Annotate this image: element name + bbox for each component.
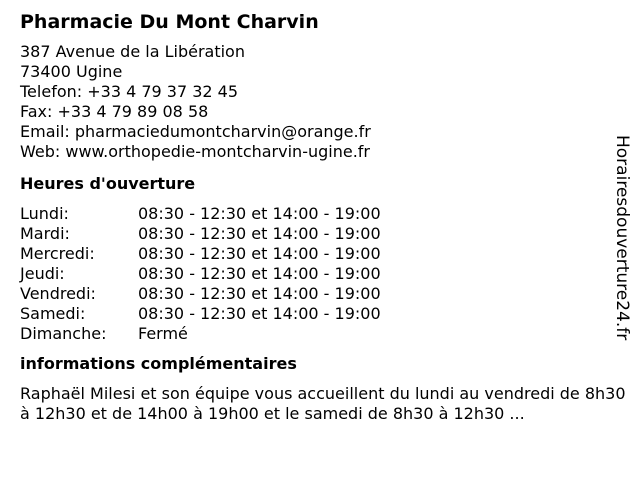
hours-row-samedi bbox=[20, 304, 625, 324]
hours-time: 08:30 - 12:30 et 14:00 - 19:00 bbox=[138, 284, 381, 303]
hours-row-dimanche bbox=[20, 324, 625, 344]
phone-number: Telefon: +33 4 79 37 32 45 bbox=[20, 82, 239, 101]
email-address: Email: pharmaciedumontcharvin@orange.fr bbox=[20, 122, 371, 141]
hours-row-vendredi bbox=[20, 284, 625, 304]
hours-row-lundi bbox=[20, 204, 625, 224]
additional-info-text: Raphaël Milesi et son équipe vous accueillent du lundi au vendredi de 8h30 à 12h30 et de 14h00 à 19h00 et le samedi de 8h30 à 12h30 ... bbox=[20, 384, 626, 423]
hours-day: Lundi: bbox=[20, 204, 69, 223]
hours-day: Jeudi: bbox=[20, 264, 65, 283]
address-line-1: 387 Avenue de la Libération bbox=[20, 42, 245, 61]
contact-block bbox=[20, 42, 625, 162]
hours-day: Samedi: bbox=[20, 304, 86, 323]
hours-day: Mercredi: bbox=[20, 244, 95, 263]
hours-day: Dimanche: bbox=[20, 324, 107, 343]
address-line-2: 73400 Ugine bbox=[20, 62, 123, 81]
hours-row-mardi bbox=[20, 224, 625, 244]
site-brand-vertical: Horairesdouverture24.fr bbox=[612, 135, 632, 341]
hours-day: Vendredi: bbox=[20, 284, 96, 303]
hours-row-mercredi bbox=[20, 244, 625, 264]
hours-time: 08:30 - 12:30 et 14:00 - 19:00 bbox=[138, 244, 381, 263]
hours-time: 08:30 - 12:30 et 14:00 - 19:00 bbox=[138, 224, 381, 243]
opening-hours-heading: Heures d'ouverture bbox=[20, 174, 196, 193]
hours-day: Mardi: bbox=[20, 224, 70, 243]
pharmacy-name: Pharmacie Du Mont Charvin bbox=[20, 11, 319, 33]
additional-info-heading: informations complémentaires bbox=[20, 354, 297, 373]
hours-time: 08:30 - 12:30 et 14:00 - 19:00 bbox=[138, 304, 381, 323]
website-address: Web: www.orthopedie-montcharvin-ugine.fr bbox=[20, 142, 370, 161]
fax-number: Fax: +33 4 79 89 08 58 bbox=[20, 102, 209, 121]
hours-time: 08:30 - 12:30 et 14:00 - 19:00 bbox=[138, 264, 381, 283]
hours-time: Fermé bbox=[138, 324, 188, 343]
opening-hours-table bbox=[20, 204, 625, 344]
hours-time: 08:30 - 12:30 et 14:00 - 19:00 bbox=[138, 204, 381, 223]
hours-row-jeudi bbox=[20, 264, 625, 284]
pharmacy-card bbox=[20, 10, 625, 424]
